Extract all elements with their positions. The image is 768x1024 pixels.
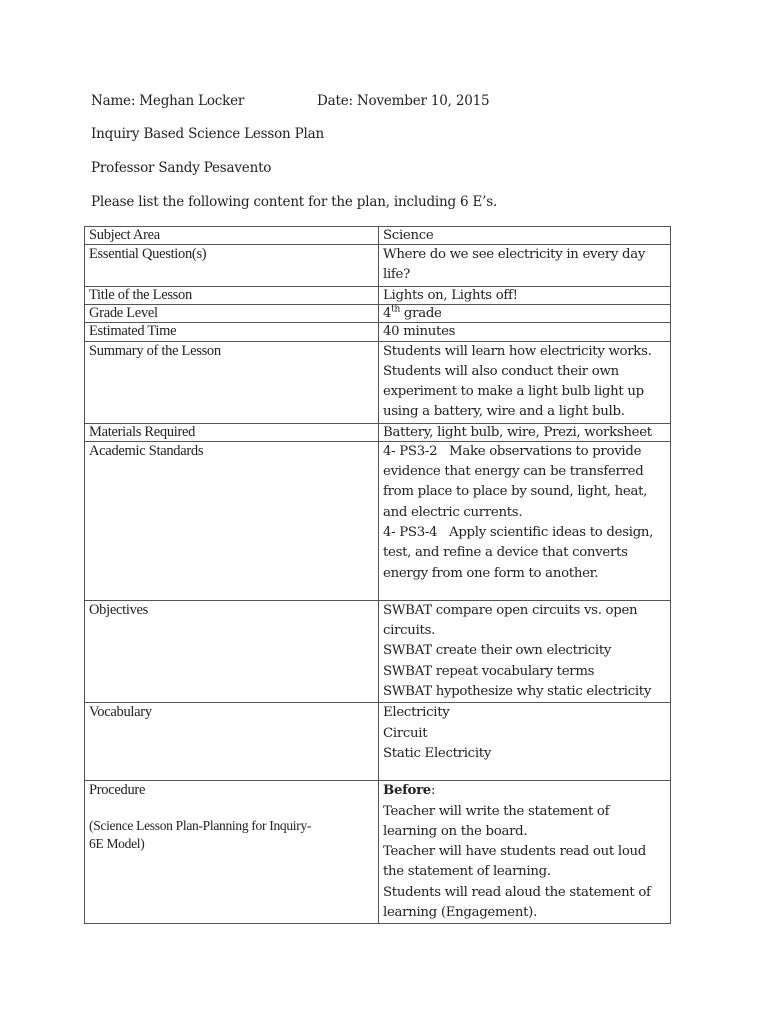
row-value-cell <box>379 703 671 781</box>
row-value-line: Circuit <box>383 725 428 741</box>
lesson-plan-table <box>84 226 671 924</box>
row-value-line: using a battery, wire and a light bulb. <box>383 404 625 420</box>
instruction: Please list the following content for the plan, including 6 E’s. <box>91 194 498 210</box>
row-value-line: Lights on, Lights off! <box>383 287 518 303</box>
row-label-cell <box>85 781 379 924</box>
table-row <box>85 781 671 924</box>
row-value-line: life? <box>383 267 410 283</box>
row-value-line: experiment to make a light bulb light up <box>383 384 644 400</box>
row-value-line: evidence that energy can be transferred <box>383 464 644 480</box>
row-label: Estimated Time <box>89 322 177 339</box>
row-value-cell <box>379 441 671 600</box>
row-label-cell <box>85 703 379 781</box>
row-value-line: learning on the board. <box>383 823 528 839</box>
table-row <box>85 441 671 600</box>
table-row <box>85 341 671 423</box>
row-value-line: Battery, light bulb, wire, Prezi, worksheet <box>383 424 652 440</box>
row-sublabel: (Science Lesson Plan-Planning for Inquiry- <box>89 818 312 834</box>
row-value-line: Teacher will write the statement of <box>383 803 610 819</box>
row-label: Subject Area <box>89 227 160 243</box>
row-value-line: SWBAT hypothesize why static electricity <box>383 683 652 699</box>
row-value-cell <box>379 322 671 341</box>
row-value-cell <box>379 286 671 304</box>
row-label: Academic Standards <box>89 442 204 459</box>
document-title: Inquiry Based Science Lesson Plan <box>91 126 324 142</box>
row-value-cell <box>379 781 671 924</box>
row-label: Title of the Lesson <box>89 286 192 303</box>
row-label-cell <box>85 304 379 322</box>
row-value-line: energy from one form to another. <box>383 565 599 581</box>
row-label-cell <box>85 441 379 600</box>
row-value-line: Teacher will have students read out loud <box>383 844 646 860</box>
row-label: Essential Question(s) <box>89 246 207 262</box>
row-value-cell <box>379 600 671 702</box>
row-value-line: Where do we see electricity in every day <box>383 247 646 262</box>
row-sublabel: 6E Model) <box>89 836 145 852</box>
row-value-line: Students will read aloud the statement of <box>383 884 651 900</box>
table-row <box>85 322 671 341</box>
row-value-line: 40 minutes <box>383 323 456 339</box>
name-line <box>91 93 490 109</box>
row-label-cell <box>85 245 379 287</box>
row-value-cell <box>379 304 671 322</box>
row-label-cell <box>85 600 379 702</box>
row-label-cell <box>85 227 379 245</box>
row-label: Objectives <box>89 601 149 618</box>
table-row <box>85 600 671 702</box>
row-value-cell <box>379 423 671 441</box>
row-label: Grade Level <box>89 304 158 321</box>
row-value-line: Students will also conduct their own <box>383 363 619 379</box>
table-row <box>85 286 671 304</box>
professor: Professor Sandy Pesavento <box>91 160 272 176</box>
row-value-line: Electricity <box>383 705 450 721</box>
table-row <box>85 245 671 287</box>
row-value-cell <box>379 341 671 423</box>
date: Date: November 10, 2015 <box>317 93 490 109</box>
table-row <box>85 304 671 322</box>
row-value-line: circuits. <box>383 623 436 639</box>
student-name: Name: Meghan Locker <box>91 93 245 109</box>
row-value-line: Science <box>383 228 434 243</box>
row-value-line: and electric currents. <box>383 504 523 520</box>
table-row <box>85 423 671 441</box>
row-label-cell <box>85 341 379 423</box>
row-value-line: learning (Engagement). <box>383 905 538 921</box>
row-label: Summary of the Lesson <box>89 342 221 359</box>
row-value-line: from place to place by sound, light, heat, <box>383 484 648 500</box>
row-value-line: SWBAT create their own electricity <box>383 643 612 659</box>
row-label: Procedure <box>89 782 146 799</box>
row-label-cell <box>85 423 379 441</box>
grade-value: 4th grade <box>383 304 442 321</box>
row-value-line: Students will learn how electricity works. <box>383 343 652 359</box>
row-value-cell <box>379 227 671 245</box>
row-label: Vocabulary <box>89 704 152 721</box>
procedure-phase: Before: <box>383 783 436 799</box>
row-label: Materials Required <box>89 423 196 440</box>
row-value-line: Static Electricity <box>383 745 492 761</box>
row-value-line: the statement of learning. <box>383 864 551 880</box>
row-value-line: SWBAT compare open circuits vs. open <box>383 602 638 618</box>
table-row <box>85 227 671 245</box>
row-value-line: 4- PS3-4 Apply scientific ideas to design, <box>383 524 654 540</box>
row-value-line: SWBAT repeat vocabulary terms <box>383 663 595 679</box>
row-label-cell <box>85 322 379 341</box>
row-value-line: test, and refine a device that converts <box>383 545 628 561</box>
row-value-line: 4- PS3-2 Make observations to provide <box>383 443 642 459</box>
table-row <box>85 703 671 781</box>
row-label-cell <box>85 286 379 304</box>
row-value-cell <box>379 245 671 287</box>
